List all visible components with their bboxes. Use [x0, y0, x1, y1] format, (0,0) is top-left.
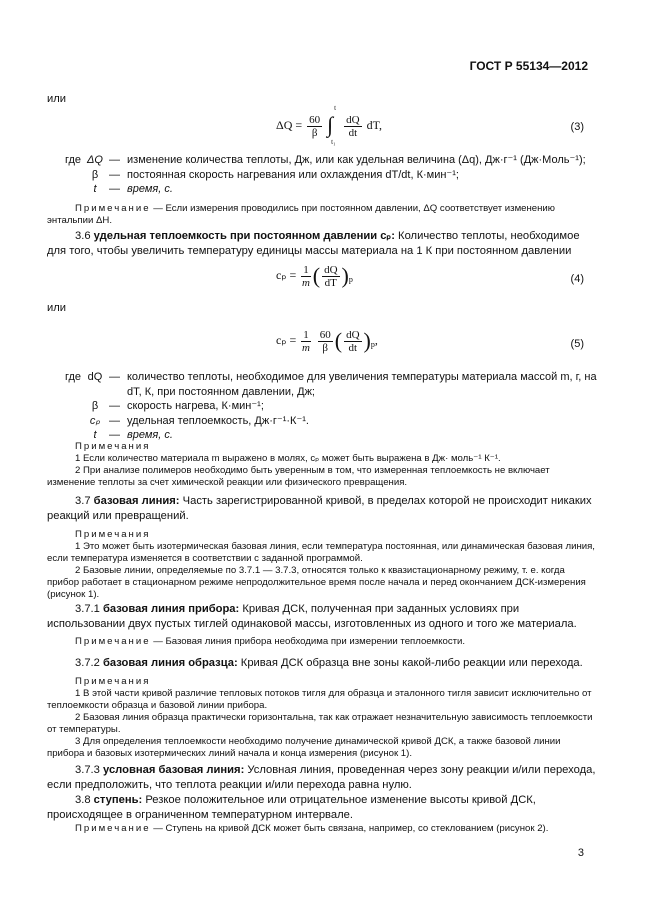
- eq3-lhs: ΔQ =: [276, 117, 303, 132]
- notes-5-item: 1 В этой части кривой различие тепловых потоков тигля для образца и эталонного тигля зависит исключительно от теплоемкости образца и базовой линии прибора.: [47, 688, 592, 711]
- eq3-tail: dT,: [366, 117, 383, 132]
- def-row: cₚ — удельная теплоемкость, Дж·г⁻¹·К⁻¹.: [89, 414, 309, 427]
- para-3-7-2: 3.7.2 базовая линия образца: Кривая ДСК образца вне зоны какой-либо реакции или перехода.: [75, 657, 583, 669]
- notes-3-item: 2 Базовые линии, определяемые по 3.7.1 — 3.7.3, относятся только к квазистационарному режиму, т. е. когда прибор работает в стационарном режиме непродолжительное время после начала и перед окончанием ДСК-измерения (рисунок 1).: [47, 565, 586, 600]
- note-4: Примечание — Базовая линия прибора необходима при измерении теплоемкости.: [75, 636, 466, 647]
- eq3-number: (3): [570, 121, 584, 133]
- para-3-8: 3.8 ступень: Резкое положительное или отрицательное изменение высоты кривой ДСК, происходящее в ограниченном температурном интервале.: [47, 794, 536, 821]
- notes-3-title: Примечания: [75, 529, 151, 540]
- para-3-7: 3.7 базовая линия: Часть зарегистрированной кривой, в пределах которой не происходит никаких реакций или превращений.: [47, 495, 592, 522]
- eq3-coef: $\frac{60}{\beta}$: [309, 113, 321, 139]
- note-6: Примечание — Ступень на кривой ДСК может быть связана, например, со стеклованием (рисунок 2).: [75, 823, 549, 834]
- eq5-number: (5): [570, 338, 584, 350]
- equation-5: cₚ = $\frac{1}{m}$ $\frac{60}{\beta}$ ( $\frac{dQ}{dt}$ )$_p$,: [276, 328, 378, 354]
- notes-3-item: 1 Это может быть изотермическая базовая линия, если температура постоянная, или динамическая базовая линия, если температура изменяется в соответствии с заданной программой.: [47, 541, 595, 564]
- notes-5-item: 2 Базовая линия образца практически горизонтальна, так как отражает незначительную зависимость теплоемкости от температуры.: [47, 712, 593, 735]
- integral-sign: ∫ t t₁: [327, 104, 337, 146]
- notes-5-item: 3 Для определения теплоемкости необходимо получение динамической кривой ДСК, а также базовой линии прибора и базовых изотермических линий начала и конца измерения (рисунок 1).: [47, 736, 561, 759]
- or-text-1: или: [47, 93, 67, 105]
- def-row: t — время, с.: [93, 429, 173, 441]
- def-row: β — постоянная скорость нагревания или охлаждения dT/dt, К·мин⁻¹;: [91, 168, 459, 181]
- para-3-7-1: 3.7.1 базовая линия прибора: Кривая ДСК, полученная при заданных условиях при использовании двух пустых тиглей одинаковой массы, изготовленных из одного и того же материала.: [47, 603, 577, 630]
- eq3-fraction: $\frac{dQ}{dt}$: [346, 113, 360, 139]
- notes-2-item: 1 Если количество материала m выражено в молях, cₚ может быть выражена в Дж· моль⁻¹ К⁻¹.: [75, 453, 501, 464]
- def-row: t — время, с.: [93, 183, 173, 195]
- or-text-2: или: [47, 302, 67, 314]
- para-3-6: 3.6 удельная теплоемкость при постоянном давлении cₚ: Количество теплоты, необходимое для того, чтобы увеличить температуру единицы массы материала на 1 К при постоянном давлении: [47, 230, 580, 257]
- def-row: где dQ — количество теплоты, необходимое для увеличения температуры материала массой m, г, на dT, К, при постоянном давлении, Дж;: [64, 371, 597, 398]
- definitions-1: [47, 153, 597, 197]
- def-row: где ΔQ — изменение количества теплоты, Дж, или как удельная величина (Δq), Дж·г⁻¹ (Дж·Моль⁻¹);: [64, 154, 586, 166]
- page-number: 3: [577, 847, 584, 859]
- equation-3: [276, 104, 383, 146]
- def-row: β — скорость нагрева, К·мин⁻¹;: [91, 400, 264, 412]
- standard-header: ГОСТ Р 55134—2012: [469, 59, 588, 73]
- note-1: Примечание — Если измерения проводились при постоянном давлении, ΔQ соответствует изменению энтальпии ΔH.: [47, 203, 555, 226]
- equation-4: cₚ = $\frac{1}{m}$ ( $\frac{dQ}{dT}$ )$_p$: [276, 263, 353, 289]
- para-3-7-3: 3.7.3 условная базовая линия: Условная линия, проведенная через зону реакции и/или перехода, если предположить, что теплота реакции и/или перехода равна нулю.: [47, 764, 596, 791]
- notes-2-title: Примечания: [75, 441, 151, 452]
- notes-5-title: Примечания: [75, 676, 151, 687]
- eq4-number: (4): [570, 273, 584, 285]
- notes-2-item: 2 При анализе полимеров необходимо быть уверенным в том, что измеренная теплоемкость не включает изменение теплоты за счет химической реакции или физического превращения.: [47, 465, 550, 488]
- definitions-2: [47, 370, 597, 443]
